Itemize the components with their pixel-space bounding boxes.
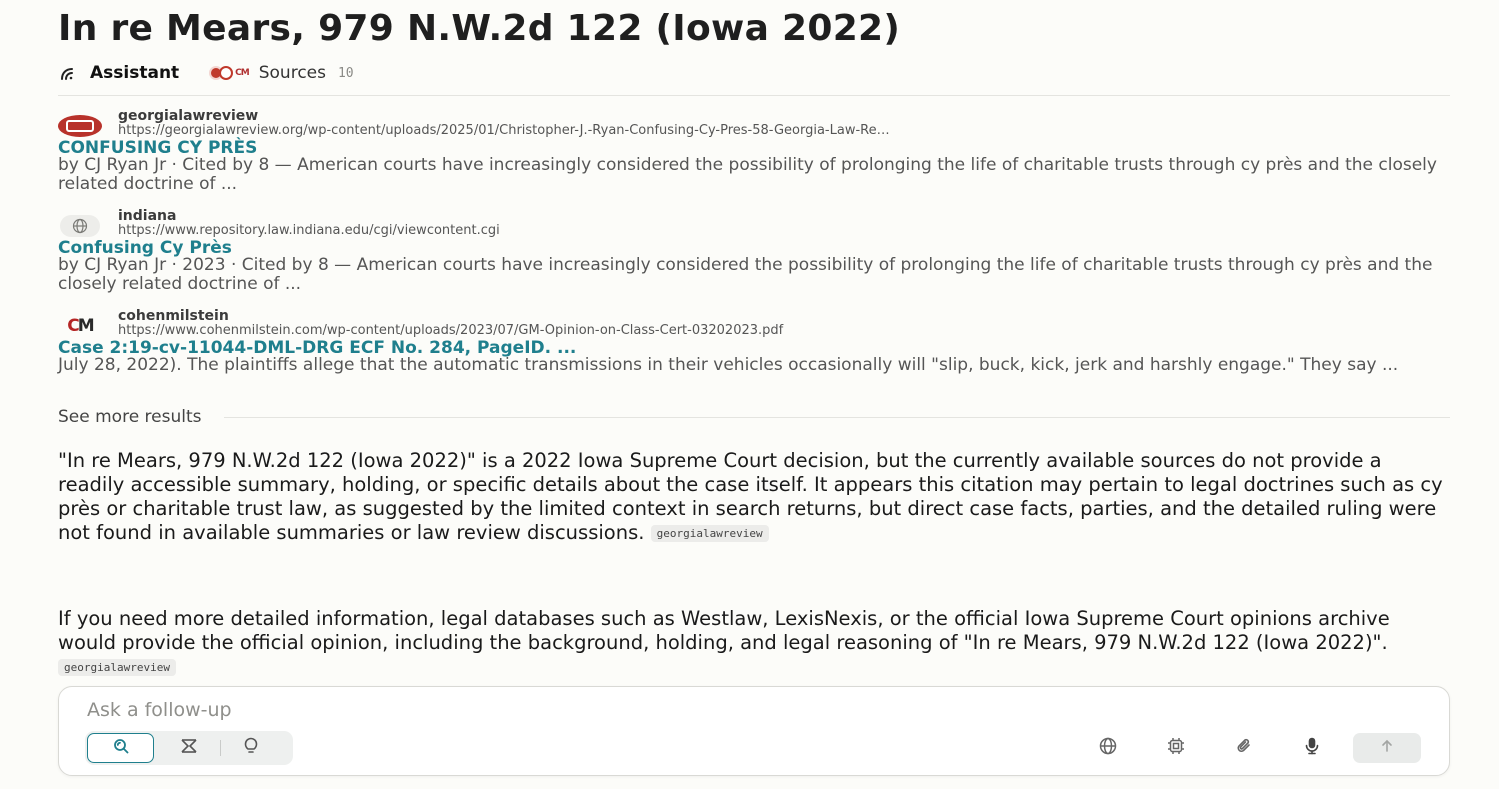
- tab-bar: [58, 60, 1450, 96]
- research-icon: [179, 737, 199, 759]
- cpu-icon: [1166, 736, 1186, 760]
- attach-button[interactable]: [1229, 733, 1259, 763]
- research-mode-button[interactable]: [158, 733, 220, 763]
- sources-favicons: [209, 66, 249, 80]
- model-select-button[interactable]: [1161, 733, 1191, 763]
- microphone-icon: [1302, 736, 1322, 760]
- globe-mini-icon: [219, 66, 233, 80]
- search-mode-button[interactable]: [87, 733, 154, 763]
- labs-mode-button[interactable]: [221, 733, 281, 763]
- result-url[interactable]: https://www.repository.law.indiana.edu/cgi/viewcontent.cgi: [118, 223, 500, 238]
- see-more-results-button[interactable]: See more results: [58, 407, 202, 427]
- citation-chip[interactable]: georgialawreview: [651, 525, 769, 542]
- cohen-milstein-icon-c: C: [67, 316, 78, 336]
- cohen-milstein-icon-m: M: [77, 316, 93, 336]
- follow-up-input[interactable]: [87, 697, 1387, 723]
- sources-count-badge: 10: [337, 65, 354, 81]
- answer-paragraph: [58, 449, 1450, 545]
- assistant-icon: [58, 65, 78, 81]
- result-title-link[interactable]: Confusing Cy Près: [58, 238, 232, 258]
- search-result[interactable]: [58, 308, 1450, 408]
- result-site-name: indiana: [118, 208, 177, 224]
- tab-sources[interactable]: [209, 60, 353, 86]
- answer-text: If you need more detailed information, legal databases such as Westlaw, LexisNexis, or the official Iowa Supreme Court opinions archive would provide the official opinion, including the background, holding, and legal reasoning of "In re Mears, 979 N.W.2d 122 (Iowa 2022)".: [58, 607, 1390, 654]
- cohen-milstein-mini-icon: CM: [235, 68, 249, 78]
- result-title-link[interactable]: CONFUSING CY PRÈS: [58, 138, 258, 158]
- result-title-link[interactable]: Case 2:19-cv-11044-DML-DRG ECF No. 284, PageID. ...: [58, 338, 577, 358]
- globe-icon: [1098, 736, 1118, 760]
- source-focus-button[interactable]: [1093, 733, 1123, 763]
- result-snippet: July 28, 2022). The plaintiffs allege that the automatic transmissions in their vehicles occasionally will "slip, buck, kick, jerk and harshly engage." They say ...: [58, 355, 1399, 375]
- search-result[interactable]: [58, 208, 1450, 308]
- paperclip-icon: [1234, 736, 1254, 760]
- mode-selector: [85, 731, 293, 765]
- arrow-up-icon: [1379, 738, 1395, 758]
- divider: [224, 417, 1450, 418]
- result-url[interactable]: https://georgialawreview.org/wp-content/uploads/2025/01/Christopher-J.-Ryan-Confusing-Cy-Pres-58-Georgia-Law-Re…: [118, 123, 890, 138]
- globe-icon: [58, 214, 102, 238]
- see-more-results: [58, 405, 1450, 429]
- tab-sources-label: Sources: [258, 63, 326, 83]
- lightbulb-icon: [243, 737, 259, 759]
- answer-paragraph: [58, 607, 1450, 679]
- result-site-name: cohenmilstein: [118, 308, 229, 324]
- result-snippet: by CJ Ryan Jr · Cited by 8 — American courts have increasingly considered the possibility of prolonging the life of charitable trusts through cy près and the closely related doctrine of ...: [58, 155, 1437, 194]
- tab-assistant-label: Assistant: [90, 63, 180, 83]
- search-result[interactable]: [58, 108, 1450, 208]
- citation-chip[interactable]: georgialawreview: [58, 659, 176, 676]
- search-icon: [112, 737, 130, 759]
- georgia-law-review-icon: [58, 114, 102, 138]
- result-url[interactable]: https://www.cohenmilstein.com/wp-content/uploads/2023/07/GM-Opinion-on-Class-Cert-03202023.pdf: [118, 323, 784, 338]
- cohen-milstein-icon: [58, 314, 102, 338]
- submit-button[interactable]: [1353, 733, 1421, 763]
- tab-assistant[interactable]: [58, 60, 179, 86]
- result-site-name: georgialawreview: [118, 108, 259, 124]
- dictation-button[interactable]: [1297, 733, 1327, 763]
- result-snippet: by CJ Ryan Jr · 2023 · Cited by 8 — American courts have increasingly considered the possibility of prolonging the life of charitable trusts through cy près and the closely related doctrine of ...: [58, 255, 1433, 294]
- page-title: In re Mears, 979 N.W.2d 122 (Iowa 2022): [58, 8, 901, 49]
- answer-text: "In re Mears, 979 N.W.2d 122 (Iowa 2022)" is a 2022 Iowa Supreme Court decision, but the currently available sources do not provide a readily accessible summary, holding, or specific details about the case itself. It appears this citation may pertain to legal doctrines such as cy près or charitable trust law, as suggested by the limited context in search returns, but direct case facts, parties, and the detailed ruling were not found in available summaries or law review discussions.: [58, 449, 1443, 544]
- follow-up-composer: [58, 686, 1450, 776]
- search-results-list: [58, 108, 1450, 408]
- composer-tools: [1055, 733, 1421, 763]
